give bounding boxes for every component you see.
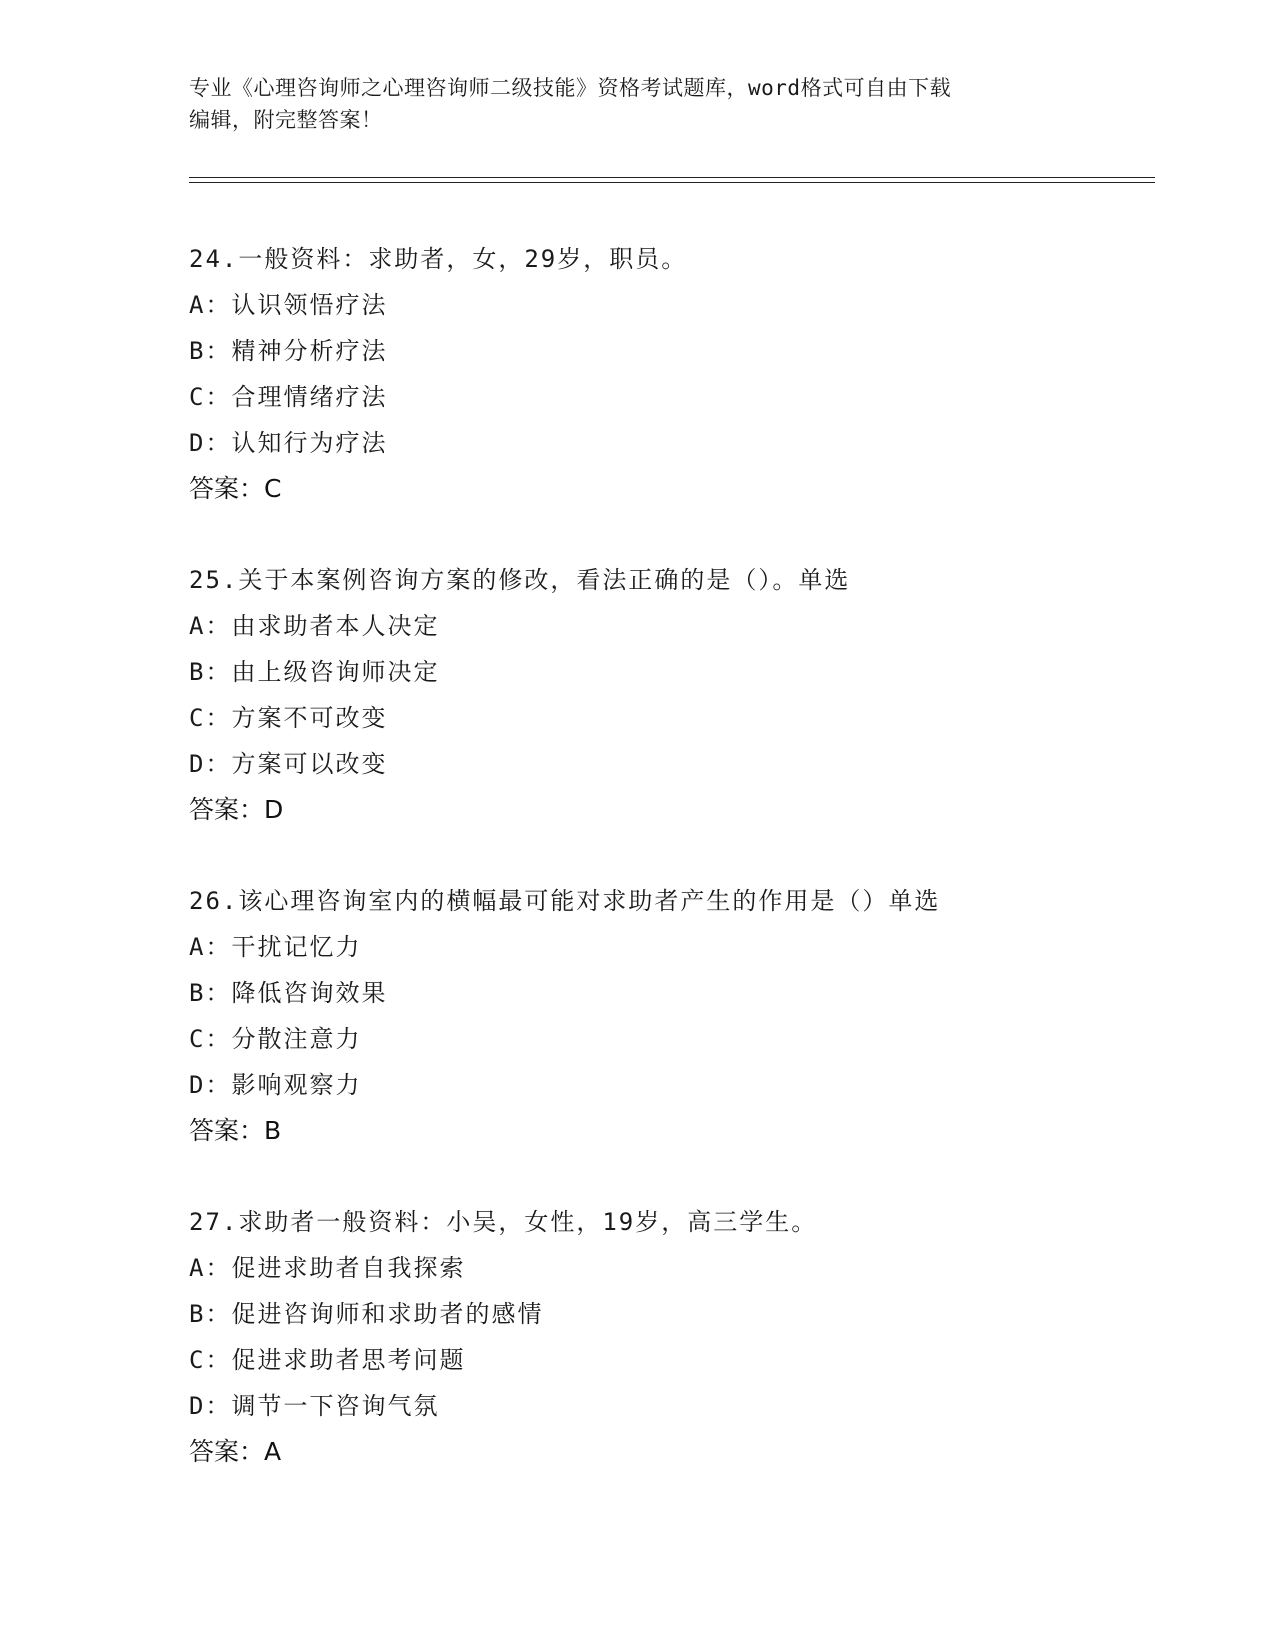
header-divider-top	[189, 177, 1155, 178]
option-d: D：影响观察力	[189, 1071, 362, 1099]
question-stem: 25.关于本案例咨询方案的修改，看法正确的是（）。单选	[189, 566, 851, 594]
option-a: A：由求助者本人决定	[189, 612, 440, 640]
answer-line: 答案：C	[189, 474, 282, 503]
option-b: B：促进咨询师和求助者的感情	[189, 1300, 544, 1328]
answer-line: 答案：D	[189, 795, 284, 824]
option-a: A：促进求助者自我探索	[189, 1254, 466, 1282]
question-stem: 26.该心理咨询室内的横幅最可能对求助者产生的作用是（）单选	[189, 887, 941, 915]
option-b: B：精神分析疗法	[189, 337, 388, 365]
option-d: D：方案可以改变	[189, 750, 388, 778]
option-c: C：合理情绪疗法	[189, 383, 388, 411]
question-26	[189, 878, 1189, 1154]
option-c: C：方案不可改变	[189, 704, 388, 732]
option-c: C：促进求助者思考问题	[189, 1346, 466, 1374]
option-a: A：认识领悟疗法	[189, 291, 388, 319]
option-d: D：认知行为疗法	[189, 429, 388, 457]
option-b: B：由上级咨询师决定	[189, 658, 440, 686]
option-c: C：分散注意力	[189, 1025, 362, 1053]
header-divider-bottom	[189, 182, 1155, 183]
answer-line: 答案：B	[189, 1116, 282, 1145]
option-b: B：降低咨询效果	[189, 979, 388, 1007]
question-25	[189, 557, 1189, 833]
document-header	[189, 72, 1069, 136]
question-24	[189, 236, 1189, 512]
answer-line: 答案：A	[189, 1437, 282, 1466]
question-stem: 27.求助者一般资料：小吴，女性，19岁，高三学生。	[189, 1208, 818, 1236]
question-stem: 24.一般资料：求助者，女，29岁，职员。	[189, 245, 688, 273]
header-line-2: 编辑，附完整答案！	[189, 108, 383, 132]
option-a: A：干扰记忆力	[189, 933, 362, 961]
option-d: D：调节一下咨询气氛	[189, 1392, 440, 1420]
header-line-1: 专业《心理咨询师之心理咨询师二级技能》资格考试题库，word格式可自由下载	[189, 76, 952, 100]
question-27	[189, 1199, 1189, 1475]
